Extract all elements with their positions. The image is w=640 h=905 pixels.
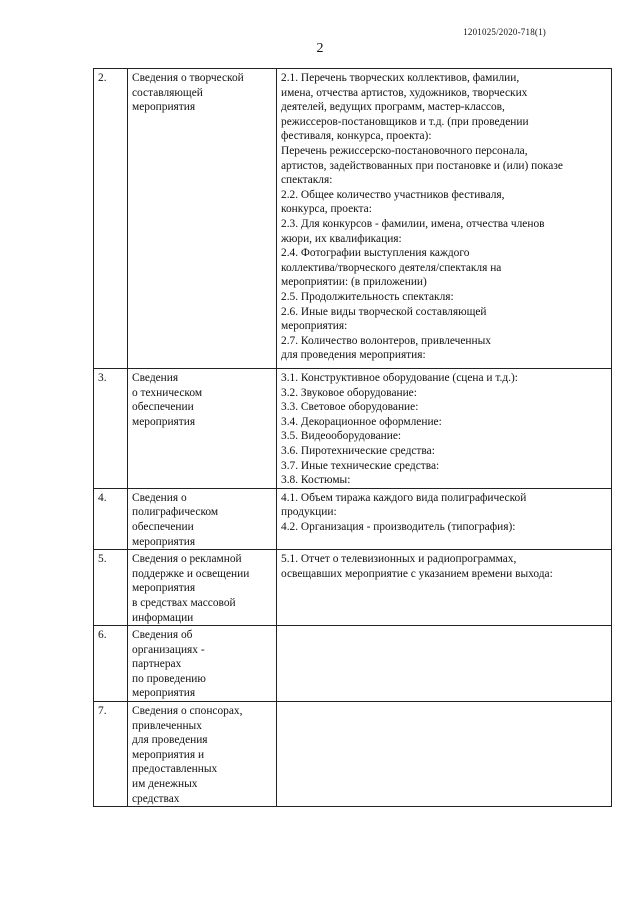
detail-line: 2.1. Перечень творческих коллективов, фамилии, (281, 72, 520, 84)
section-title (128, 626, 277, 702)
detail-line: 2.2. Общее количество участников фестиваля, (281, 188, 505, 201)
detail-line: 2.4. Фотографии выступления каждого (281, 247, 470, 260)
detail-line: 3.5. Видеооборудование: (281, 430, 402, 443)
detail-line: 2.5. Продолжительность спектакля: (281, 290, 454, 303)
detail-line: продукции: (281, 506, 337, 519)
section-title-line: полиграфическом (132, 506, 219, 519)
detail-line: 3.1. Конструктивное оборудование (сцена и т.д.): (281, 372, 518, 384)
section-title-line: мероприятия (132, 535, 196, 548)
section-title-line: привлеченных (132, 719, 202, 732)
detail-line: освещавших мероприятие с указанием времени выхода: (281, 567, 553, 580)
report-table-body (94, 69, 612, 807)
section-details (277, 702, 612, 807)
section-title-line: мероприятия (132, 101, 196, 114)
section-title-line: им денежных (132, 778, 198, 791)
section-details (277, 69, 612, 369)
detail-line: режиссеров-постановщиков и т.д. (при проведении (281, 115, 529, 128)
table-row (94, 69, 612, 369)
report-table (93, 68, 612, 807)
section-title-line: обеспечении (132, 401, 194, 414)
detail-line: 4.2. Организация - производитель (типография): (281, 520, 516, 533)
section-title (128, 702, 277, 807)
row-number: 7. (94, 702, 128, 807)
detail-line: 2.3. Для конкурсов - фамилии, имена, отчества членов (281, 217, 545, 230)
detail-line: 2.6. Иные виды творческой составляющей (281, 305, 487, 318)
detail-line: 3.4. Декорационное оформление: (281, 415, 442, 428)
table-row (94, 626, 612, 702)
section-details (277, 488, 612, 549)
section-title-line: мероприятия (132, 582, 196, 595)
row-number: 6. (94, 626, 128, 702)
detail-line: 4.1. Объем тиража каждого вида полиграфической (281, 491, 527, 504)
section-title-line: составляющей (132, 86, 203, 99)
section-title-line: Сведения о спонсорах, (132, 705, 243, 718)
detail-line: имена, отчества артистов, художников, творческих (281, 86, 528, 99)
section-title-line: Сведения (132, 372, 179, 384)
section-title-line: информации (132, 611, 194, 624)
detail-line: артистов, задействованных при постановке и (или) показе (281, 159, 563, 172)
detail-line: 5.1. Отчет о телевизионных и радиопрограммах, (281, 553, 517, 566)
detail-line: жюри, их квалификация: (281, 232, 402, 245)
detail-line: 3.8. Костюмы: (281, 474, 351, 487)
row-number: 3. (94, 369, 128, 489)
page-number: 2 (316, 41, 324, 56)
detail-line: фестиваля, конкурса, проекта): (281, 130, 432, 143)
detail-line: для проведения мероприятия: (281, 349, 426, 362)
section-title-line: мероприятия (132, 687, 196, 700)
row-number: 2. (94, 69, 128, 369)
section-details (277, 369, 612, 489)
table-row (94, 702, 612, 807)
table-row (94, 488, 612, 549)
section-title-line: поддержке и освещении (132, 567, 250, 580)
section-title-line: средствах (132, 792, 180, 805)
section-title-line: мероприятия и (132, 748, 205, 761)
section-title (128, 488, 277, 549)
section-title-line: о техническом (132, 386, 203, 399)
row-number: 5. (94, 550, 128, 626)
detail-line: коллектива/творческого деятеля/спектакля на (281, 261, 502, 274)
section-title (128, 369, 277, 489)
detail-line: 2.7. Количество волонтеров, привлеченных (281, 334, 491, 347)
detail-line: 3.2. Звуковое оборудование: (281, 386, 417, 399)
table-row (94, 550, 612, 626)
section-title-line: Сведения о рекламной (132, 553, 242, 566)
document-code: 1201025/2020-718(1) (463, 27, 546, 37)
section-title-line: партнерах (132, 658, 182, 671)
section-details (277, 550, 612, 626)
section-title-line: организациях - (132, 643, 205, 656)
section-title-line: по проведению (132, 672, 206, 685)
detail-line: мероприятии: (в приложении) (281, 276, 427, 289)
detail-line: Перечень режиссерско-постановочного персонала, (281, 144, 528, 157)
section-title (128, 69, 277, 369)
section-title-line: Сведения об (132, 629, 193, 642)
section-title-line: в средствах массовой (132, 596, 236, 609)
section-title (128, 550, 277, 626)
detail-line: деятелей, ведущих программ, мастер-классов, (281, 101, 505, 114)
detail-line: 3.7. Иные технические средства: (281, 459, 440, 472)
detail-line: спектакля: (281, 174, 333, 187)
table-row (94, 369, 612, 489)
detail-line: мероприятия: (281, 320, 348, 333)
detail-line: 3.3. Световое оборудование: (281, 401, 419, 414)
section-title-line: Сведения о (132, 491, 187, 504)
section-title-line: для проведения (132, 734, 208, 747)
section-title-line: обеспечении (132, 520, 194, 533)
section-title-line: мероприятия (132, 415, 196, 428)
detail-line: 3.6. Пиротехнические средства: (281, 444, 435, 457)
row-number: 4. (94, 488, 128, 549)
detail-line: конкурса, проекта: (281, 203, 372, 216)
section-details (277, 626, 612, 702)
section-title-line: предоставленных (132, 763, 218, 776)
section-title-line: Сведения о творческой (132, 72, 244, 84)
